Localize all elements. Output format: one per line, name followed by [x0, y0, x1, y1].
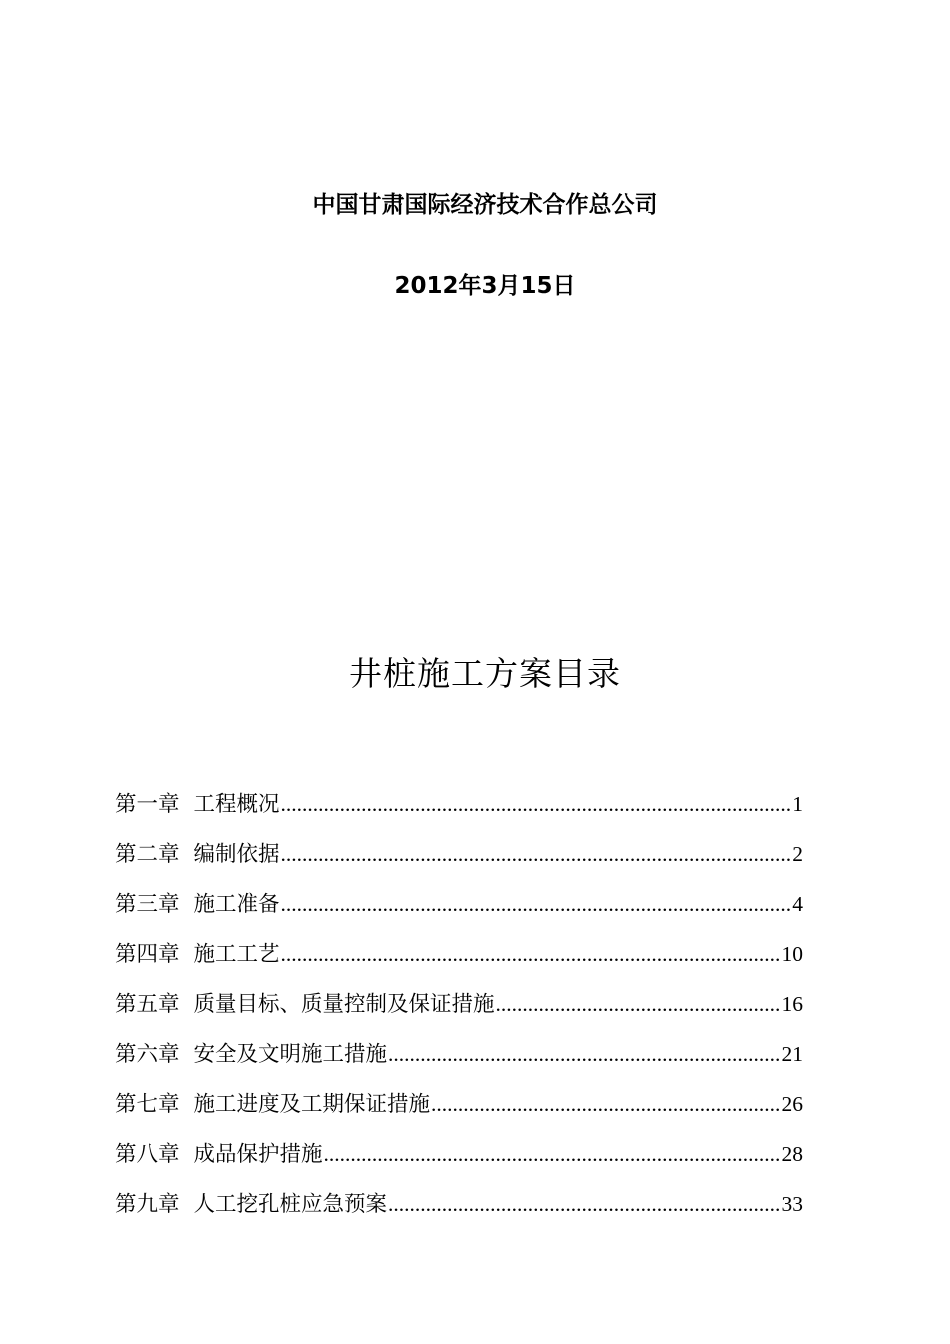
toc-chapter-title: 编制依据	[193, 842, 280, 867]
toc-title: 井桩施工方案目录	[349, 654, 621, 693]
table-of-contents	[115, 787, 803, 1237]
toc-chapter-number: 第五章	[115, 992, 180, 1017]
toc-page-number: 4	[792, 892, 803, 916]
toc-leader-dots	[281, 842, 792, 867]
toc-chapter-number: 第八章	[115, 1142, 180, 1167]
toc-leader-dots	[431, 1092, 780, 1117]
toc-entry-7[interactable]	[115, 1087, 803, 1137]
toc-chapter-title: 施工工艺	[193, 942, 280, 967]
toc-chapter-number: 第一章	[115, 792, 180, 817]
organization-name: 中国甘肃国际经济技术合作总公司	[312, 192, 658, 218]
toc-page-number: 33	[781, 1192, 803, 1216]
toc-leader-dots	[281, 942, 781, 967]
toc-chapter-title: 工程概况	[193, 792, 280, 817]
toc-chapter-number: 第三章	[115, 892, 180, 917]
toc-leader-dots	[281, 892, 792, 917]
toc-leader-dots	[388, 1042, 780, 1067]
toc-chapter-title: 成品保护措施	[193, 1142, 323, 1167]
toc-leader-dots	[388, 1192, 780, 1217]
toc-page-number: 21	[781, 1042, 803, 1066]
toc-chapter-title: 人工挖孔桩应急预案	[193, 1192, 388, 1217]
toc-chapter-title: 施工进度及工期保证措施	[193, 1092, 431, 1117]
toc-entry-8[interactable]	[115, 1137, 803, 1187]
toc-chapter-title: 安全及文明施工措施	[193, 1042, 388, 1067]
toc-chapter-number: 第九章	[115, 1192, 180, 1217]
toc-chapter-title: 施工准备	[193, 892, 280, 917]
toc-page-number: 1	[792, 792, 803, 816]
toc-chapter-title: 质量目标、质量控制及保证措施	[193, 992, 495, 1017]
toc-leader-dots	[496, 992, 781, 1017]
toc-chapter-number: 第四章	[115, 942, 180, 967]
toc-entry-6[interactable]	[115, 1037, 803, 1087]
toc-entry-9[interactable]	[115, 1187, 803, 1237]
toc-page-number: 28	[781, 1142, 803, 1166]
toc-chapter-number: 第七章	[115, 1092, 180, 1117]
toc-chapter-number: 第六章	[115, 1042, 180, 1067]
toc-leader-dots	[281, 792, 792, 817]
toc-page-number: 16	[781, 992, 803, 1016]
document-date: 2012年3月15日	[394, 273, 576, 299]
toc-chapter-number: 第二章	[115, 842, 180, 867]
toc-leader-dots	[324, 1142, 781, 1167]
toc-page-number: 10	[781, 942, 803, 966]
toc-entry-1[interactable]	[115, 787, 803, 837]
toc-entry-4[interactable]	[115, 937, 803, 987]
toc-entry-2[interactable]	[115, 837, 803, 887]
toc-page-number: 26	[781, 1092, 803, 1116]
toc-entry-3[interactable]	[115, 887, 803, 937]
toc-page-number: 2	[792, 842, 803, 866]
toc-entry-5[interactable]	[115, 987, 803, 1037]
